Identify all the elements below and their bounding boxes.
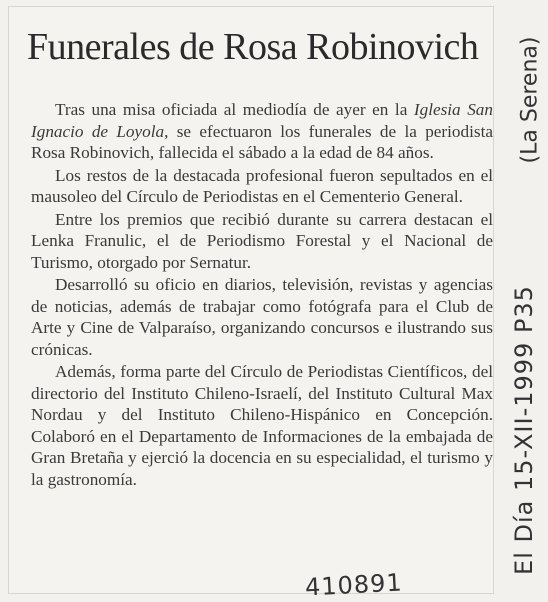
newspaper-clipping [8, 6, 494, 602]
headline: Funerales de Rosa Robinovich [27, 26, 479, 68]
paragraph-1 [31, 99, 493, 164]
paragraph-4: Desarrolló su oficio en diarios, televisión, revistas y agencias de noticias, además de trabajar como fotógrafa para el Club de Arte y Cine de Valparaíso, organizando concursos e ilustrando sus crónicas. [31, 275, 493, 359]
paragraph-2: Los restos de la destacada profesional fueron sepultados en el mausoleo del Círculo de Periodistas en el Cementerio General. [31, 165, 493, 206]
paragraph-5: Además, forma parte del Círculo de Periodistas Científicos, del directorio del Instituto Chileno-Israelí, del Instituto Cultural Max Nordau y del Instituto Chileno-Hispánico en Concepción. Colaboró en el Departamento de Informaciones de la embajada de Gran Bretaña y ejerció la docencia en su especialidad, el turismo y la gastronomía. [31, 362, 493, 489]
handwritten-reference-number: 410891 [304, 568, 404, 602]
paragraph-3: Entre los premios que recibió durante su carrera destacan el Lenka Franulic, el de Periodismo Forestal y el Nacional de Turismo, otorgado por Sernatur. [31, 209, 493, 272]
handwritten-location-note: (La Serena) [517, 36, 543, 164]
article-body [31, 99, 493, 490]
church-name: Iglesia San Ignacio de Loyola [31, 100, 493, 141]
paragraph-1-lead: Tras una misa oficiada al mediodía de ayer en la [55, 100, 414, 119]
handwritten-source-note: El Día 15-XII-1999 P35 [510, 285, 538, 575]
paragraph-1-rest: , se efectuaron los funerales de la periodista Rosa Robinovich, fallecida el sábado a la edad de 84 años. [31, 121, 493, 162]
